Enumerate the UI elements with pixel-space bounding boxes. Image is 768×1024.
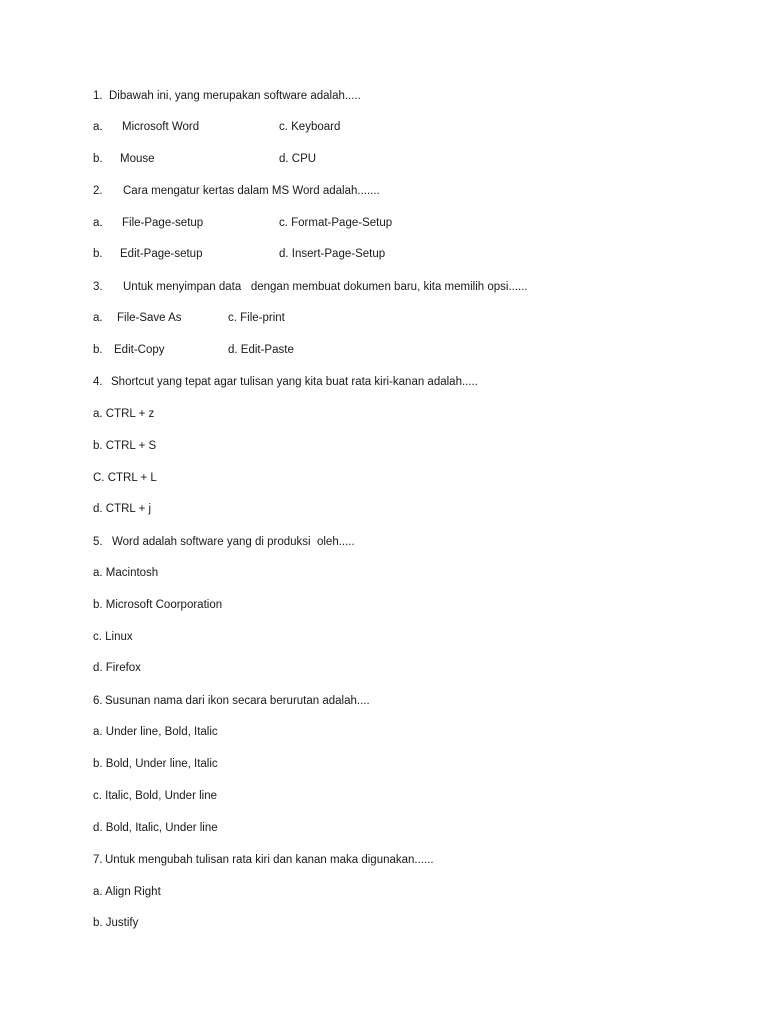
option-line: b. Microsoft Coorporation [93,599,223,611]
option-line: C. CTRL + L [93,472,157,484]
option-row [93,152,317,166]
question-text: Shortcut yang tepat agar tulisan yang kita buat rata kiri-kanan adalah..... [111,376,478,388]
question-text: Untuk mengubah tulisan rata kiri dan kanan maka digunakan...... [105,854,434,866]
question-3 [93,280,528,294]
option-text: c. Format-Page-Setup [279,217,393,229]
option-letter: b. [93,153,103,165]
option-row [93,216,393,230]
question-text: Susunan nama dari ikon secara berurutan adalah.... [105,695,370,707]
question-number: 2. [93,185,103,197]
option-text: c. Keyboard [279,121,341,133]
option-text: Mouse [120,153,155,165]
option-letter: a. [93,217,103,229]
option-letter: b. [93,248,103,260]
option-row [93,343,294,357]
question-number: 5. [93,536,103,548]
question-4 [93,375,478,389]
option-text: Microsoft Word [122,121,200,133]
question-text: Untuk menyimpan data dengan membuat dokumen baru, kita memilih opsi...... [123,281,528,293]
option-text: Edit-Page-setup [120,248,203,260]
option-line: a. CTRL + z [93,408,155,420]
option-line: b. CTRL + S [93,440,157,452]
question-6 [93,694,370,708]
question-5 [93,535,355,549]
question-number: 3. [93,281,103,293]
option-text: File-Page-setup [122,217,204,229]
option-line: c. Linux [93,631,133,643]
option-letter: a. [93,121,103,133]
option-line: a. Macintosh [93,567,159,579]
option-text: Edit-Copy [114,344,165,356]
option-row [93,311,285,325]
option-text: File-Save As [117,312,182,324]
question-text: Cara mengatur kertas dalam MS Word adalah....... [123,185,380,197]
question-number: 7. [93,854,103,866]
question-number: 4. [93,376,103,388]
question-number: 1. [93,90,103,102]
option-letter: a. [93,312,103,324]
question-text: Word adalah software yang di produksi oleh..... [112,536,355,548]
question-number: 6. [93,695,103,707]
option-row [93,120,341,134]
option-row [93,247,386,261]
option-letter: b. [93,344,103,356]
option-line: d. CTRL + j [93,503,152,515]
option-line: a. Align Right [93,886,161,898]
option-line: b. Bold, Under line, Italic [93,758,218,770]
option-line: a. Under line, Bold, Italic [93,726,218,738]
option-line: d. Firefox [93,662,141,674]
option-line: b. Justify [93,917,139,929]
option-line: d. Bold, Italic, Under line [93,822,218,834]
option-text: d. Insert-Page-Setup [279,248,386,260]
option-text: d. Edit-Paste [228,344,294,356]
question-7 [93,853,434,867]
question-text: Dibawah ini, yang merupakan software adalah..... [109,90,361,102]
question-1 [93,89,361,103]
question-2 [93,184,380,198]
option-line: c. Italic, Bold, Under line [93,790,218,802]
option-text: c. File-print [228,312,285,324]
option-text: d. CPU [279,153,317,165]
